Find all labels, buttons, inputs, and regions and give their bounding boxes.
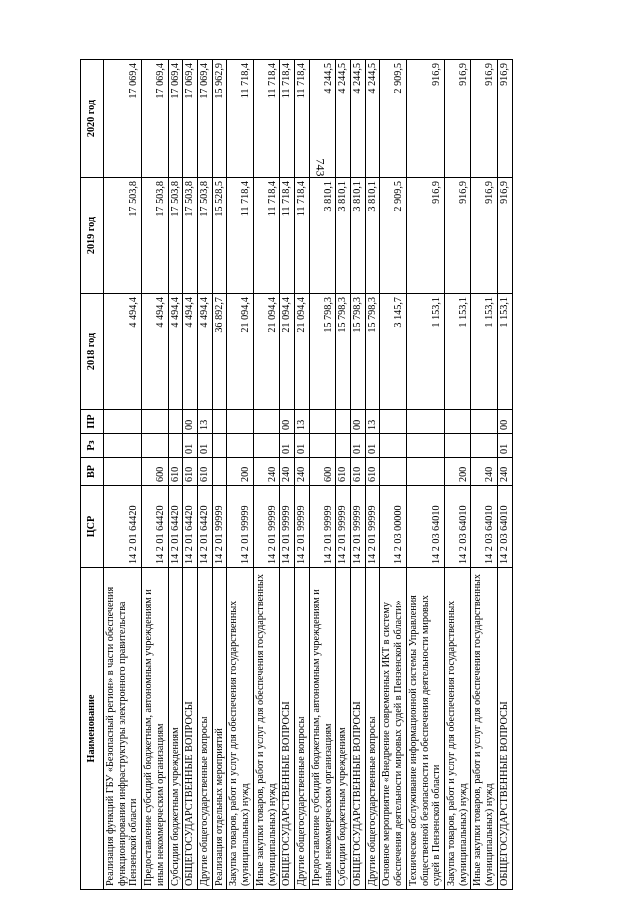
cell-csr: 14 2 03 64010 <box>444 486 470 568</box>
header-vr: ВР <box>81 458 104 486</box>
cell-vr: 610 <box>350 458 365 486</box>
cell-vr: 600 <box>309 458 335 486</box>
cell-csr: 14 2 01 99999 <box>309 486 335 568</box>
cell-csr: 14 2 01 99999 <box>350 486 365 568</box>
cell-2018: 4 494,4 <box>198 294 213 410</box>
cell-name: Другие общегосударственные вопросы <box>365 568 380 890</box>
cell-2018: 21 094,4 <box>295 294 310 410</box>
cell-2018: 4 494,4 <box>168 294 183 410</box>
table-row <box>497 60 512 890</box>
cell-csr: 14 2 01 99999 <box>295 486 310 568</box>
cell-2019: 17 503,8 <box>104 178 142 294</box>
cell-2018: 21 094,4 <box>280 294 295 410</box>
cell-name: Иные закупки товаров, работ и услуг для обеспечения государственных (муниципальных) нужд <box>471 568 497 890</box>
cell-2019: 17 503,8 <box>198 178 213 294</box>
cell-vr <box>406 458 444 486</box>
cell-pr: 00 <box>350 410 365 434</box>
cell-vr: 610 <box>198 458 213 486</box>
cell-csr: 14 2 03 64010 <box>497 486 512 568</box>
cell-pr: 13 <box>198 410 213 434</box>
budget-table <box>80 59 513 890</box>
cell-2018: 15 798,3 <box>336 294 351 410</box>
cell-2020: 15 962,9 <box>212 60 227 178</box>
cell-rz: 01 <box>183 434 198 458</box>
cell-name: Иные закупки товаров, работ и услуг для обеспечения государственных (муниципальных) нужд <box>253 568 279 890</box>
cell-vr: 610 <box>336 458 351 486</box>
cell-2019: 3 810,1 <box>350 178 365 294</box>
table-row <box>198 60 213 890</box>
table-row <box>444 60 470 890</box>
cell-name: Основное мероприятие «Внедрение современных ИКТ в систему обеспечения деятельности мировых судей в Пензенской области» <box>380 568 406 890</box>
cell-2019: 11 718,4 <box>295 178 310 294</box>
cell-vr: 200 <box>227 458 253 486</box>
cell-rz <box>253 434 279 458</box>
cell-2018: 15 798,3 <box>309 294 335 410</box>
cell-rz: 01 <box>365 434 380 458</box>
cell-2019: 3 810,1 <box>336 178 351 294</box>
cell-2018: 4 494,4 <box>142 294 168 410</box>
header-rz: Рз <box>81 434 104 458</box>
cell-rz: 01 <box>295 434 310 458</box>
cell-csr: 14 2 01 64420 <box>104 486 142 568</box>
cell-pr <box>336 410 351 434</box>
cell-name: ОБЩЕГОСУДАРСТВЕННЫЕ ВОПРОСЫ <box>497 568 512 890</box>
cell-rz <box>309 434 335 458</box>
cell-pr <box>406 410 444 434</box>
cell-name: Субсидии бюджетным учреждениям <box>168 568 183 890</box>
cell-csr: 14 2 03 64010 <box>471 486 497 568</box>
table-row <box>104 60 142 890</box>
table-row <box>183 60 198 890</box>
cell-csr: 14 2 01 64420 <box>168 486 183 568</box>
cell-2018: 36 892,7 <box>212 294 227 410</box>
cell-2020: 17 069,4 <box>183 60 198 178</box>
cell-name: Закупка товаров, работ и услуг для обеспечения государственных (муниципальных) нужд <box>227 568 253 890</box>
table-row <box>168 60 183 890</box>
header-2020: 2020 год <box>81 60 104 178</box>
cell-name: ОБЩЕГОСУДАРСТВЕННЫЕ ВОПРОСЫ <box>350 568 365 890</box>
cell-2020: 4 244,5 <box>309 60 335 178</box>
cell-rz <box>444 434 470 458</box>
table-row <box>227 60 253 890</box>
cell-name: Другие общегосударственные вопросы <box>295 568 310 890</box>
cell-2019: 15 528,5 <box>212 178 227 294</box>
cell-pr <box>309 410 335 434</box>
cell-2018: 15 798,3 <box>350 294 365 410</box>
cell-vr: 610 <box>183 458 198 486</box>
cell-rz <box>212 434 227 458</box>
header-name: Наименование <box>81 568 104 890</box>
cell-rz <box>168 434 183 458</box>
cell-2020: 2 909,5 <box>380 60 406 178</box>
cell-rz <box>227 434 253 458</box>
cell-csr: 14 2 01 99999 <box>280 486 295 568</box>
cell-vr <box>380 458 406 486</box>
cell-2020: 916,9 <box>497 60 512 178</box>
cell-vr: 600 <box>142 458 168 486</box>
table-row <box>309 60 335 890</box>
cell-2018: 21 094,4 <box>227 294 253 410</box>
cell-vr: 240 <box>295 458 310 486</box>
table-row <box>212 60 227 890</box>
cell-csr: 14 2 01 99999 <box>227 486 253 568</box>
cell-2020: 17 069,4 <box>198 60 213 178</box>
cell-pr <box>253 410 279 434</box>
cell-2019: 916,9 <box>444 178 470 294</box>
cell-pr: 00 <box>497 410 512 434</box>
table-row <box>406 60 444 890</box>
cell-name: Субсидии бюджетным учреждениям <box>336 568 351 890</box>
cell-2020: 11 718,4 <box>253 60 279 178</box>
page-number: 743 <box>313 158 328 177</box>
cell-2019: 2 909,5 <box>380 178 406 294</box>
cell-name: Предоставление субсидий бюджетным, автономным учреждениям и иным некоммерческим организациям <box>142 568 168 890</box>
cell-2019: 17 503,8 <box>168 178 183 294</box>
table-row <box>350 60 365 890</box>
cell-2019: 11 718,4 <box>253 178 279 294</box>
cell-2020: 11 718,4 <box>227 60 253 178</box>
cell-2018: 4 494,4 <box>104 294 142 410</box>
cell-2020: 4 244,5 <box>350 60 365 178</box>
cell-2018: 3 145,7 <box>380 294 406 410</box>
cell-rz: 01 <box>280 434 295 458</box>
cell-pr: 13 <box>365 410 380 434</box>
cell-2019: 916,9 <box>471 178 497 294</box>
cell-csr: 14 2 01 64420 <box>142 486 168 568</box>
cell-csr: 14 2 01 99999 <box>253 486 279 568</box>
cell-pr <box>227 410 253 434</box>
cell-rz: 01 <box>198 434 213 458</box>
cell-vr: 610 <box>168 458 183 486</box>
cell-vr: 240 <box>497 458 512 486</box>
cell-2018: 1 153,1 <box>444 294 470 410</box>
cell-rz <box>406 434 444 458</box>
cell-pr: 13 <box>295 410 310 434</box>
header-pr: ПР <box>81 410 104 434</box>
table-row <box>253 60 279 890</box>
cell-2020: 916,9 <box>406 60 444 178</box>
cell-pr <box>212 410 227 434</box>
cell-pr <box>380 410 406 434</box>
cell-rz <box>142 434 168 458</box>
cell-2018: 1 153,1 <box>497 294 512 410</box>
cell-name: Закупка товаров, работ и услуг для обеспечения государственных (муниципальных) нужд <box>444 568 470 890</box>
header-2018: 2018 год <box>81 294 104 410</box>
table-row <box>365 60 380 890</box>
cell-rz <box>471 434 497 458</box>
rotated-table-container <box>80 60 564 890</box>
cell-name: Предоставление субсидий бюджетным, автономным учреждениям и иным некоммерческим организациям <box>309 568 335 890</box>
cell-pr: 00 <box>280 410 295 434</box>
cell-2018: 21 094,4 <box>253 294 279 410</box>
table-row <box>295 60 310 890</box>
cell-csr: 14 2 01 99999 <box>336 486 351 568</box>
cell-2020: 4 244,5 <box>365 60 380 178</box>
table-row <box>142 60 168 890</box>
cell-name: Реализация функций ГБУ «Безопасный регион» в части обеспечения функционирования инфраструктуры электронного правительства Пензенской области <box>104 568 142 890</box>
cell-pr <box>471 410 497 434</box>
cell-2020: 4 244,5 <box>336 60 351 178</box>
cell-2018: 1 153,1 <box>406 294 444 410</box>
cell-2020: 916,9 <box>471 60 497 178</box>
cell-name: ОБЩЕГОСУДАРСТВЕННЫЕ ВОПРОСЫ <box>183 568 198 890</box>
cell-2019: 17 503,8 <box>183 178 198 294</box>
cell-name: Техническое обслуживание информационной системы Управления общественной безопасности и обеспечения деятельности мировых судей в Пензенской области <box>406 568 444 890</box>
cell-2018: 15 798,3 <box>365 294 380 410</box>
cell-csr: 14 2 01 64420 <box>198 486 213 568</box>
cell-name: ОБЩЕГОСУДАРСТВЕННЫЕ ВОПРОСЫ <box>280 568 295 890</box>
table-body <box>104 60 513 890</box>
cell-vr: 610 <box>365 458 380 486</box>
table-row <box>380 60 406 890</box>
cell-2019: 11 718,4 <box>227 178 253 294</box>
table-row <box>280 60 295 890</box>
cell-csr: 14 2 01 99999 <box>365 486 380 568</box>
cell-2020: 916,9 <box>444 60 470 178</box>
cell-pr <box>142 410 168 434</box>
cell-name: Реализация отдельных мероприятий <box>212 568 227 890</box>
table-row <box>336 60 351 890</box>
cell-pr: 00 <box>183 410 198 434</box>
cell-2018: 4 494,4 <box>183 294 198 410</box>
cell-rz <box>104 434 142 458</box>
cell-vr: 200 <box>444 458 470 486</box>
cell-2019: 3 810,1 <box>365 178 380 294</box>
cell-2020: 17 069,4 <box>142 60 168 178</box>
cell-name: Другие общегосударственные вопросы <box>198 568 213 890</box>
header-csr: ЦСР <box>81 486 104 568</box>
cell-pr <box>444 410 470 434</box>
cell-csr: 14 2 03 64010 <box>406 486 444 568</box>
cell-csr: 14 2 01 64420 <box>183 486 198 568</box>
cell-2018: 1 153,1 <box>471 294 497 410</box>
cell-csr: 14 2 03 00000 <box>380 486 406 568</box>
cell-vr <box>104 458 142 486</box>
cell-2020: 11 718,4 <box>295 60 310 178</box>
table-rotation-frame <box>80 60 564 890</box>
cell-vr <box>212 458 227 486</box>
cell-2019: 916,9 <box>497 178 512 294</box>
cell-2020: 11 718,4 <box>280 60 295 178</box>
cell-2019: 11 718,4 <box>280 178 295 294</box>
cell-pr <box>168 410 183 434</box>
cell-pr <box>104 410 142 434</box>
header-2019: 2019 год <box>81 178 104 294</box>
table-header-row <box>81 60 104 890</box>
cell-2019: 3 810,1 <box>309 178 335 294</box>
cell-2019: 17 503,8 <box>142 178 168 294</box>
cell-2020: 17 069,4 <box>104 60 142 178</box>
cell-vr: 240 <box>253 458 279 486</box>
cell-vr: 240 <box>471 458 497 486</box>
table-row <box>471 60 497 890</box>
cell-rz <box>380 434 406 458</box>
cell-rz: 01 <box>350 434 365 458</box>
cell-2019: 916,9 <box>406 178 444 294</box>
cell-rz: 01 <box>497 434 512 458</box>
cell-rz <box>336 434 351 458</box>
cell-csr: 14 2 01 99999 <box>212 486 227 568</box>
cell-2020: 17 069,4 <box>168 60 183 178</box>
cell-vr: 240 <box>280 458 295 486</box>
